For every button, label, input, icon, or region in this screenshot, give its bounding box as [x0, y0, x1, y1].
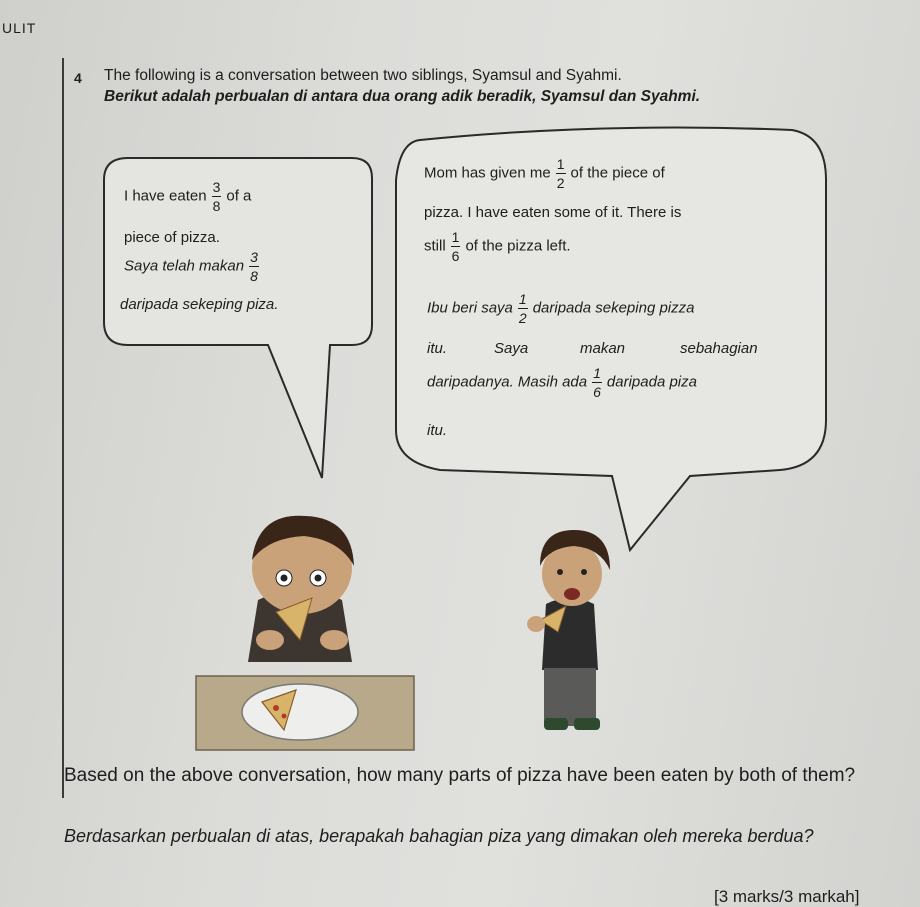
- marks-label: [3 marks/3 markah]: [714, 887, 860, 906]
- fraction-one-half: $\frac{1}{2}$: [556, 156, 565, 191]
- syahmi-standing: [527, 530, 610, 730]
- question-number: 4: [74, 70, 82, 86]
- right-bubble-en-1: Mom has given me: [424, 164, 551, 182]
- left-bubble-en-1: I have eaten: [124, 187, 207, 205]
- right-bubble-en-2: of the piece of: [570, 164, 665, 182]
- right-speech-bubble: [396, 128, 826, 550]
- right-bubble-line-1: [424, 157, 665, 190]
- fraction-one-sixth-ms: $\frac{1}{6}$: [593, 365, 601, 400]
- right-bubble-en-4: still: [424, 237, 446, 255]
- final-question-ms: Berdasarkan perbualan di atas, berapakah bahagian piza yang dimakan oleh mereka berdua?: [64, 826, 814, 846]
- question-intro-en: The following is a conversation between two siblings, Syamsul and Syahmi.: [104, 67, 622, 84]
- question-intro-ms: Berikut adalah perbualan di antara dua orang adik beradik, Syamsul dan Syahmi.: [104, 88, 701, 105]
- right-bubble-en-3: pizza. I have eaten some of it. There is: [424, 204, 682, 221]
- right-bubble-ms-line-1: [427, 292, 694, 325]
- right-bubble-en-5: of the pizza left.: [465, 237, 571, 255]
- fraction-three-eighths: $\frac{3}{8}$: [212, 179, 221, 214]
- fraction-one-half-ms: $\frac{1}{2}$: [518, 291, 527, 326]
- right-bubble-ms-w4: sebahagian: [680, 340, 758, 357]
- final-question-en: Based on the above conversation, how many parts of pizza have been eaten by both of them?: [64, 765, 856, 786]
- left-bubble-en-2: of a: [226, 187, 252, 205]
- right-bubble-line-3: [424, 230, 571, 263]
- right-bubble-ms-w1: itu.: [427, 340, 448, 357]
- right-bubble-ms-w2: Saya: [494, 340, 529, 357]
- right-bubble-ms-4: daripada piza: [606, 373, 697, 391]
- right-bubble-ms-2: daripada sekeping pizza: [532, 299, 695, 317]
- left-bubble-line-1: [124, 180, 251, 213]
- fraction-one-sixth: $\frac{1}{6}$: [451, 229, 460, 264]
- right-bubble-ms-5: itu.: [427, 422, 448, 439]
- page-header: ULIT: [2, 20, 37, 36]
- left-bubble-ms-1: Saya telah makan: [124, 257, 245, 275]
- right-bubble-ms-1: Ibu beri saya: [427, 299, 513, 317]
- left-bubble-ms-2: daripada sekeping piza.: [120, 296, 279, 313]
- syamsul-sitting: [248, 516, 354, 662]
- fraction-three-eighths-ms: $\frac{3}{8}$: [250, 249, 258, 284]
- right-bubble-ms-line-3: [427, 366, 697, 399]
- left-bubble-line-ms: [124, 250, 264, 283]
- plate: [242, 684, 358, 740]
- right-bubble-ms-w3: makan: [580, 340, 626, 357]
- right-bubble-ms-3: daripadanya. Masih ada: [427, 373, 588, 391]
- left-bubble-en-3: piece of pizza.: [124, 229, 220, 246]
